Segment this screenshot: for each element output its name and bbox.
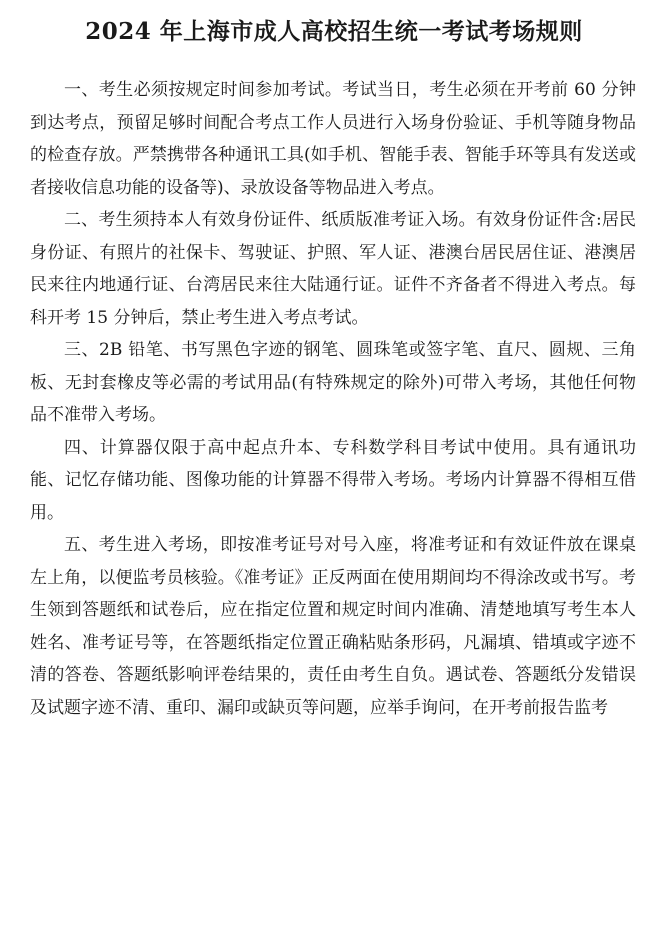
- rules-body: [30, 74, 636, 724]
- rule-paragraph-1: 一、考生必须按规定时间参加考试。考试当日，考生必须在开考前 60 分钟到达考点，预留足够时间配合考点工作人员进行入场身份验证、手机等随身物品的检查存放。严禁携带各种通讯工具(如手机、智能手表、智能手环等具有发送或者接收信息功能的设备等)、录放设备等物品进入考点。: [30, 80, 636, 198]
- document-title: 2024 年上海市成人高校招生统一考试考场规则: [85, 18, 583, 45]
- rule-paragraph-5: 五、考生进入考场，即按准考证号对号入座，将准考证和有效证件放在课桌左上角，以便监考员核验。《准考证》正反两面在使用期间均不得涂改或书写。考生领到答题纸和试卷后，应在指定位置和规定时间内准确、清楚地填写考生本人姓名、准考证号等，在答题纸指定位置正确粘贴条形码，凡漏填、错填或字迹不清的答卷、答题纸影响评卷结果的，责任由考生自负。遇试卷、答题纸分发错误及试题字迹不清、重印、漏印或缺页等问题，应举手询问，在开考前报告监考: [30, 535, 636, 718]
- rule-paragraph-4: 四、计算器仅限于高中起点升本、专科数学科目考试中使用。具有通讯功能、记忆存储功能、图像功能的计算器不得带入考场。考场内计算器不得相互借用。: [30, 437, 636, 523]
- rule-paragraph-2: 二、考生须持本人有效身份证件、纸质版准考证入场。有效身份证件含:居民身份证、有照片的社保卡、驾驶证、护照、军人证、港澳台居民居住证、港澳居民来往内地通行证、台湾居民来往大陆通行证。证件不齐备者不得进入考点。每科开考 15 分钟后，禁止考生进入考点考试。: [30, 210, 636, 328]
- rule-paragraph-3: 三、2B 铅笔、书写黑色字迹的钢笔、圆珠笔或签字笔、直尺、圆规、三角板、无封套橡皮等必需的考试用品(有特殊规定的除外)可带入考场，其他任何物品不准带入考场。: [30, 340, 636, 425]
